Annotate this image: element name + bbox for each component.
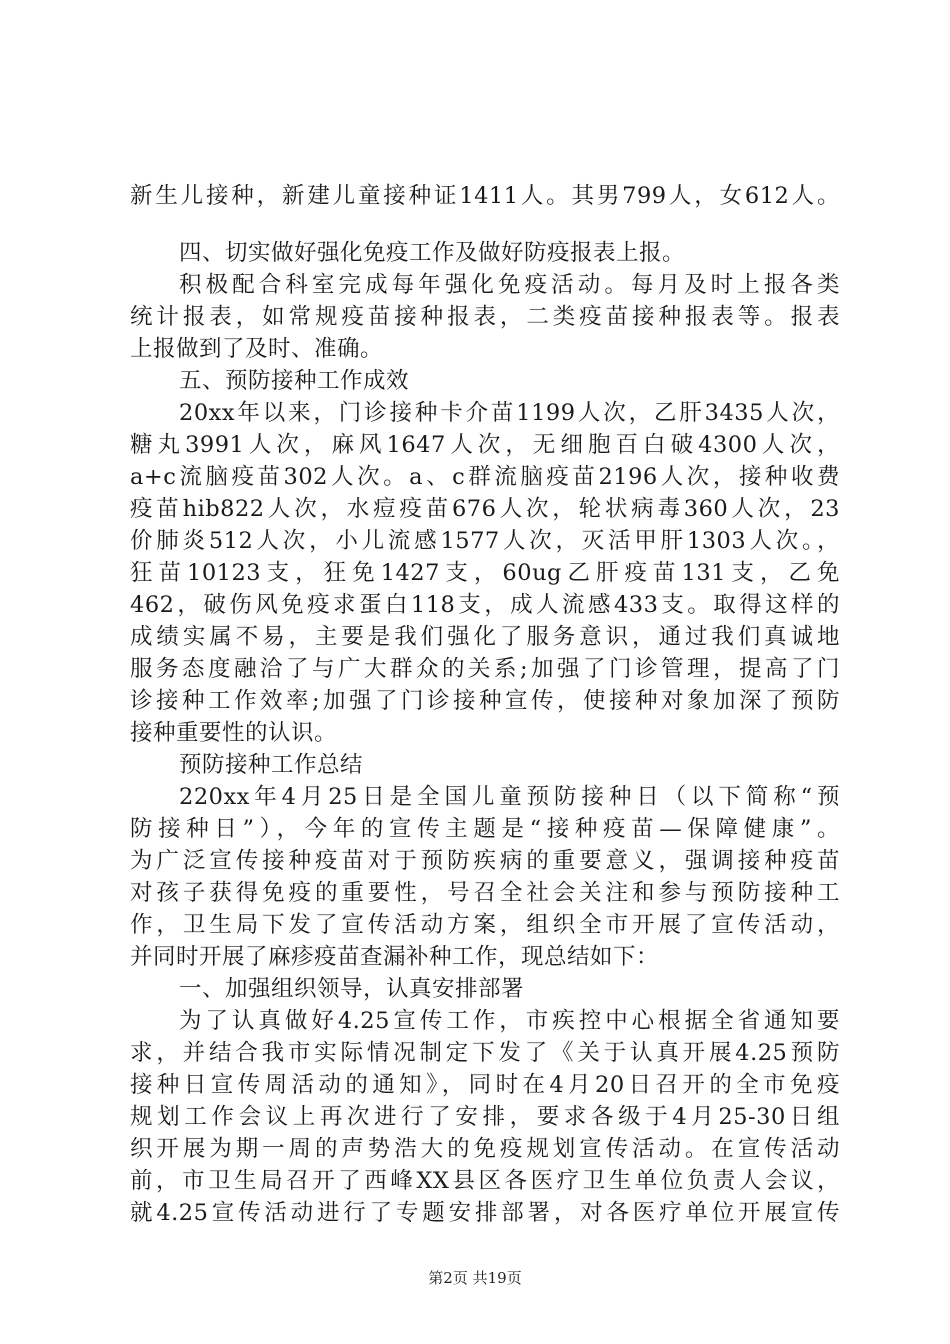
text-line: 就4.25宣传活动进行了专题安排部署，对各医疗单位开展宣传 (130, 1200, 840, 1226)
text-line: a+c流脑疫苗302人次。a、c群流脑疫苗2196人次，接种收费 (130, 464, 840, 490)
section-heading: 预防接种工作总结 (179, 752, 364, 778)
text-line: 为了认真做好4.25宣传工作，市疾控中心根据全省通知要 (179, 1008, 840, 1034)
page-number-footer: 第2页 共19页 (428, 1269, 522, 1287)
section-heading: 五、预防接种工作成效 (179, 368, 410, 394)
text-line: 上报做到了及时、准确。 (130, 336, 384, 362)
text-line: 接种日宣传周活动的通知》，同时在4月20日召开的全市免疫 (130, 1072, 840, 1098)
text-line: 诊接种工作效率;加强了门诊接种宣传，使接种对象加深了预防 (130, 688, 840, 714)
text-line: 统计报表，如常规疫苗接种报表，二类疫苗接种报表等。报表 (130, 304, 840, 330)
text-line: 疫苗hib822人次，水痘疫苗676人次，轮状病毒360人次，23 (130, 496, 840, 522)
text-line: 防接种日”），今年的宣传主题是“接种疫苗—保障健康”。 (130, 816, 840, 842)
text-line: 狂苗10123支，狂免1427支，60ug乙肝疫苗131支，乙免 (130, 560, 840, 586)
text-line: 220xx年4月25日是全国儿童预防接种日（以下简称“预 (179, 784, 840, 810)
text-line: 服务态度融洽了与广大群众的关系;加强了门诊管理，提高了门 (130, 656, 840, 682)
section-heading: 四、切实做好强化免疫工作及做好防疫报表上报。 (179, 240, 686, 266)
text-line: 织开展为期一周的声势浩大的免疫规划宣传活动。在宣传活动 (130, 1136, 840, 1162)
section-heading: 一、加强组织领导，认真安排部署 (179, 976, 525, 1002)
text-line: 462，破伤风免疫求蛋白118支，成人流感433支。取得这样的 (130, 592, 840, 618)
text-line: 价肺炎512人次，小儿流感1577人次，灭活甲肝1303人次。， (130, 528, 840, 554)
text-line: 20xx年以来，门诊接种卡介苗1199人次，乙肝3435人次， (179, 400, 840, 426)
text-line: 接种重要性的认识。 (130, 720, 338, 746)
text-line: 新生儿接种，新建儿童接种证1411人。其男799人，女612人。 (130, 183, 840, 209)
text-line: 作，卫生局下发了宣传活动方案，组织全市开展了宣传活动， (130, 912, 840, 938)
text-line: 积极配合科室完成每年强化免疫活动。每月及时上报各类 (179, 272, 840, 298)
text-line: 前，市卫生局召开了西峰XX县区各医疗卫生单位负责人会议， (130, 1168, 840, 1194)
text-line: 对孩子获得免疫的重要性，号召全社会关注和参与预防接种工 (130, 880, 840, 906)
text-line: 并同时开展了麻疹疫苗查漏补种工作，现总结如下： (130, 944, 660, 970)
text-line: 成绩实属不易，主要是我们强化了服务意识，通过我们真诚地 (130, 624, 840, 650)
text-line: 规划工作会议上再次进行了安排，要求各级于4月25-30日组 (130, 1104, 840, 1130)
text-line: 糖丸3991人次，麻风1647人次，无细胞百白破4300人次， (130, 432, 840, 458)
text-line: 为广泛宣传接种疫苗对于预防疾病的重要意义，强调接种疫苗 (130, 848, 840, 874)
text-line: 求，并结合我市实际情况制定下发了《关于认真开展4.25预防 (130, 1040, 840, 1066)
